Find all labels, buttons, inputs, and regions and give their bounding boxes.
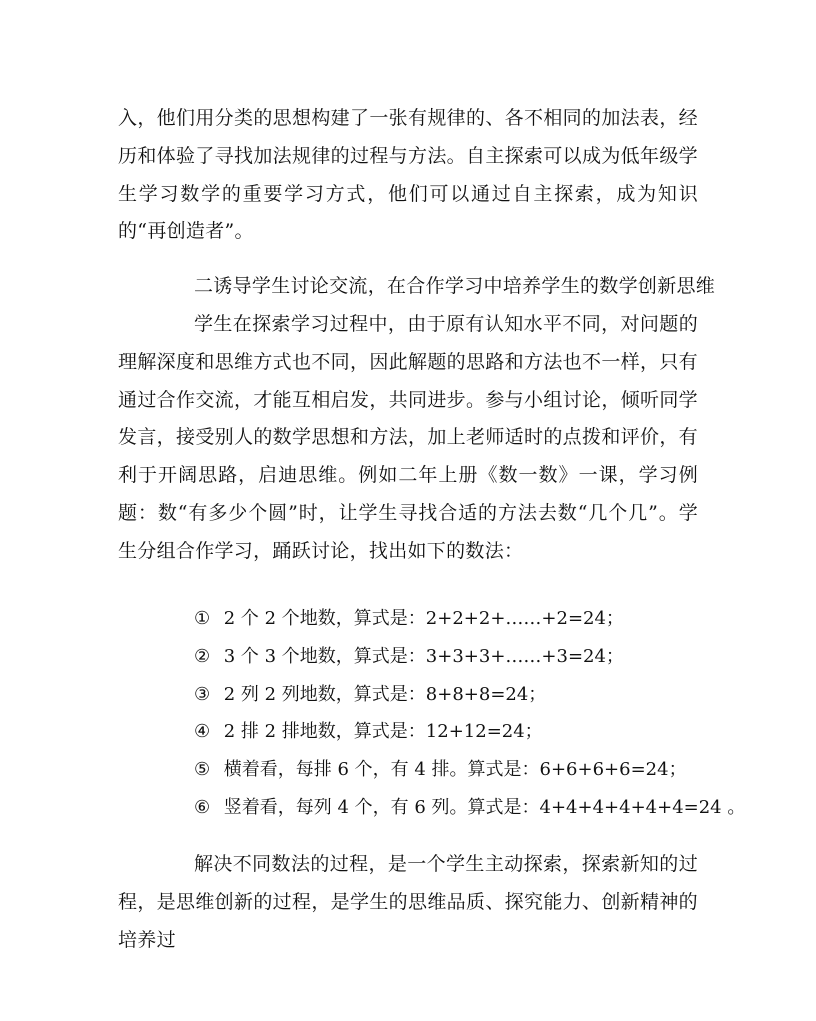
item-text: 横着看，每排 6 个，有 4 排。算式是：6+6+6+6=24； (223, 759, 687, 781)
item-text: 2 排 2 排地数，算式是：12+12=24； (223, 721, 543, 743)
item-text: 2 个 2 个地数，算式是：2+2+2+……+2=24； (223, 608, 624, 629)
intro-paragraph: 入，他们用分类的思想构建了一张有规律的、各不相同的加法表，经历和体验了寻找加法规律的过程与方法。自主探索可以成为低年级学生学习数学的重要学习方式，他们可以通过自主探索，成为知识的“再创造者”。 (118, 107, 698, 243)
list-item (194, 751, 714, 789)
counting-methods-list (194, 600, 746, 827)
list-item (194, 638, 714, 676)
discussion-paragraph: 学生在探索学习过程中，由于原有认知水平不同，对问题的理解深度和思维方式也不同，因此解题的思路和方法也不一样，只有通过合作交流，才能互相启发，共同进步。参与小组讨论，倾听同学发言，接受别人的数学思想和方法，加上老师适时的点拨和评价，有利于开阔思路，启迪思维。例如二年上册《数一数》一课，学习例题：数“有多少个圆”时，让学生寻找合适的方法去数“几个几”。学生分组合作学习，踊跃讨论，找出如下的数法： (118, 313, 698, 562)
list-item (194, 789, 746, 827)
list-item (194, 676, 714, 714)
item-marker: ④ (194, 721, 211, 743)
conclusion-paragraph: 解决不同数法的过程，是一个学生主动探索，探索新知的过程，是思维创新的过程，是学生的思维品质、探究能力、创新精神的培养过 (118, 853, 698, 951)
list-item (194, 713, 714, 751)
item-marker: ⑥ (194, 796, 211, 818)
item-text: 3 个 3 个地数，算式是：3+3+3+……+3=24； (223, 645, 624, 667)
item-marker: ⑤ (194, 759, 211, 781)
item-marker: ③ (194, 683, 211, 705)
list-item (194, 600, 714, 638)
item-text: 2 列 2 列地数，算式是：8+8+8=24； (223, 683, 547, 705)
item-marker: ② (194, 645, 211, 667)
item-text: 竖着看，每列 4 个，有 6 列。算式是：4+4+4+4+4+4=24 。 (223, 796, 746, 818)
section-heading: 二诱导学生讨论交流，在合作学习中培养学生的数学创新思维 (194, 275, 716, 297)
item-marker: ① (194, 608, 211, 629)
